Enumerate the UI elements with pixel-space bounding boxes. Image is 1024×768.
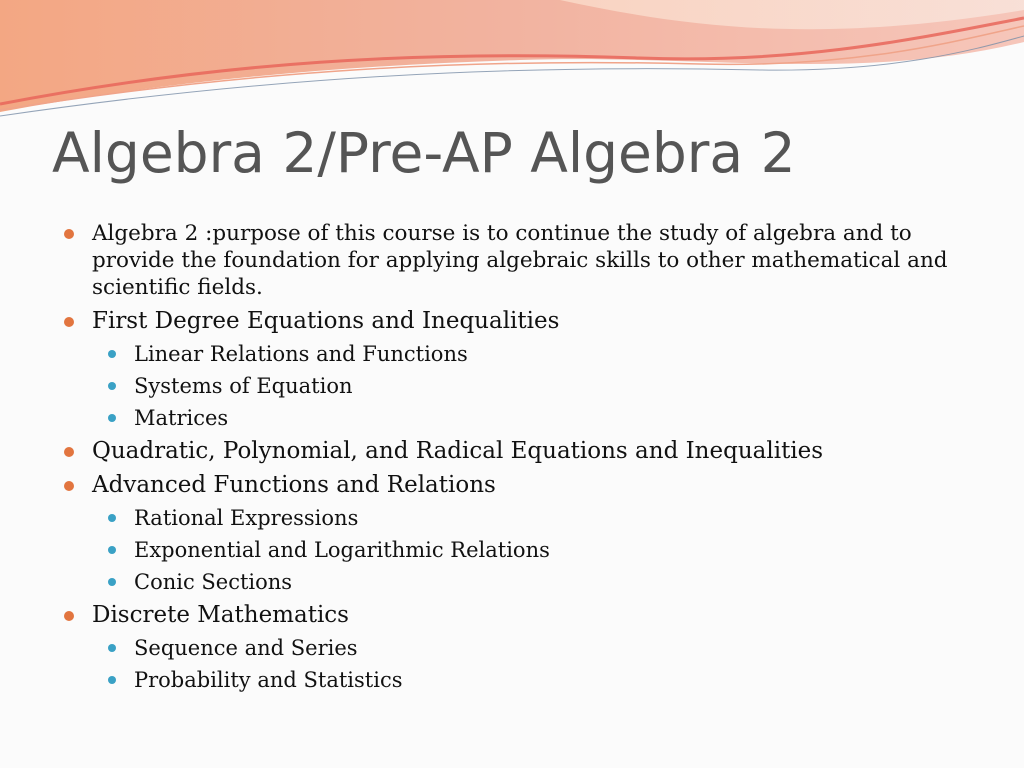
- sub-bullet-item: Sequence and Series: [58, 636, 988, 661]
- sub-bullet-item: Matrices: [58, 406, 988, 431]
- sub-bullet-item: Rational Expressions: [58, 506, 988, 531]
- header-wave-decoration: [0, 0, 1024, 120]
- sub-bullet-item: Probability and Statistics: [58, 668, 988, 693]
- bullet-item: Quadratic, Polynomial, and Radical Equations and Inequalities: [58, 438, 988, 465]
- bullet-list: [58, 220, 988, 700]
- bullet-item: Advanced Functions and Relations: [58, 472, 988, 499]
- bullet-item: Discrete Mathematics: [58, 602, 988, 629]
- slide-title: Algebra 2/Pre-AP Algebra 2: [52, 121, 796, 185]
- bullet-item: Algebra 2 :purpose of this course is to continue the study of algebra and to provide the foundation for applying algebraic skills to other mathematical and scientific fields.: [58, 220, 988, 301]
- sub-bullet-item: Conic Sections: [58, 570, 988, 595]
- bullet-item: First Degree Equations and Inequalities: [58, 308, 988, 335]
- sub-bullet-item: Systems of Equation: [58, 374, 988, 399]
- sub-bullet-item: Exponential and Logarithmic Relations: [58, 538, 988, 563]
- sub-bullet-item: Linear Relations and Functions: [58, 342, 988, 367]
